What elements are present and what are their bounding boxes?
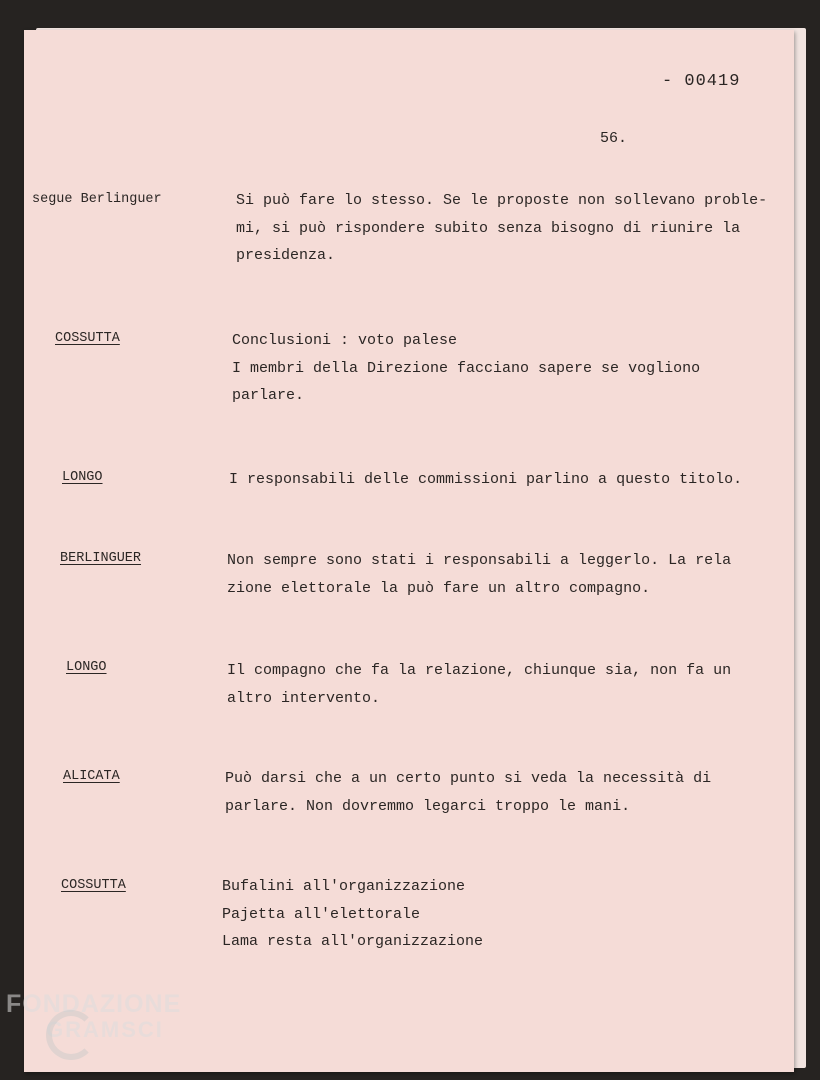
speech-text — [232, 327, 700, 410]
speech-text — [225, 765, 711, 820]
page-number: 56. — [600, 130, 628, 147]
speech-text — [227, 547, 731, 602]
speaker-label: LONGO — [62, 470, 103, 485]
speaker-label: segue Berlinguer — [32, 192, 162, 207]
watermark-line: GRAMSCI — [46, 1017, 164, 1042]
speech-line: altro intervento. — [227, 689, 381, 707]
speaker-label: LONGO — [66, 660, 107, 675]
speech-line: Può darsi che a un certo punto si veda la necessità di — [225, 770, 712, 787]
watermark-line: FONDAZIONE — [6, 990, 182, 1018]
speech-line: Si può fare lo stesso. Se le proposte non sollevano proble- — [236, 192, 768, 209]
speech-line: parlare. Non dovremmo legarci troppo le mani. — [225, 797, 631, 815]
document-number: - 00419 — [662, 72, 741, 91]
speech-line: I membri della Direzione facciano sapere se vogliono — [232, 359, 701, 377]
speech-line: I responsabili delle commissioni parlino a questo titolo. — [229, 471, 743, 488]
speech-line: Il compagno che fa la relazione, chiunque sia, non fa un — [227, 662, 732, 679]
speech-line: presidenza. — [236, 247, 336, 264]
speech-text — [236, 187, 767, 270]
speaker-label: ALICATA — [63, 769, 120, 784]
speech-text — [222, 873, 483, 956]
speech-line: parlare. — [232, 387, 305, 404]
speaker-label: COSSUTTA — [55, 331, 120, 346]
speech-line: Bufalini all'organizzazione — [222, 878, 466, 895]
speech-line: Lama resta all'organizzazione — [222, 933, 484, 950]
speech-text — [229, 466, 742, 494]
speech-line: Conclusioni : voto palese — [232, 332, 458, 349]
speech-text — [227, 657, 731, 712]
speech-line: zione elettorale la può fare un altro compagno. — [227, 579, 651, 597]
speaker-label: BERLINGUER — [60, 551, 142, 566]
speech-line: Pajetta all'elettorale — [222, 905, 421, 923]
speaker-label: COSSUTTA — [61, 878, 126, 893]
speech-line: Non sempre sono stati i responsabili a leggerlo. La rela — [227, 552, 732, 569]
speech-line: mi, si può rispondere subito senza bisogno di riunire la — [236, 219, 741, 237]
